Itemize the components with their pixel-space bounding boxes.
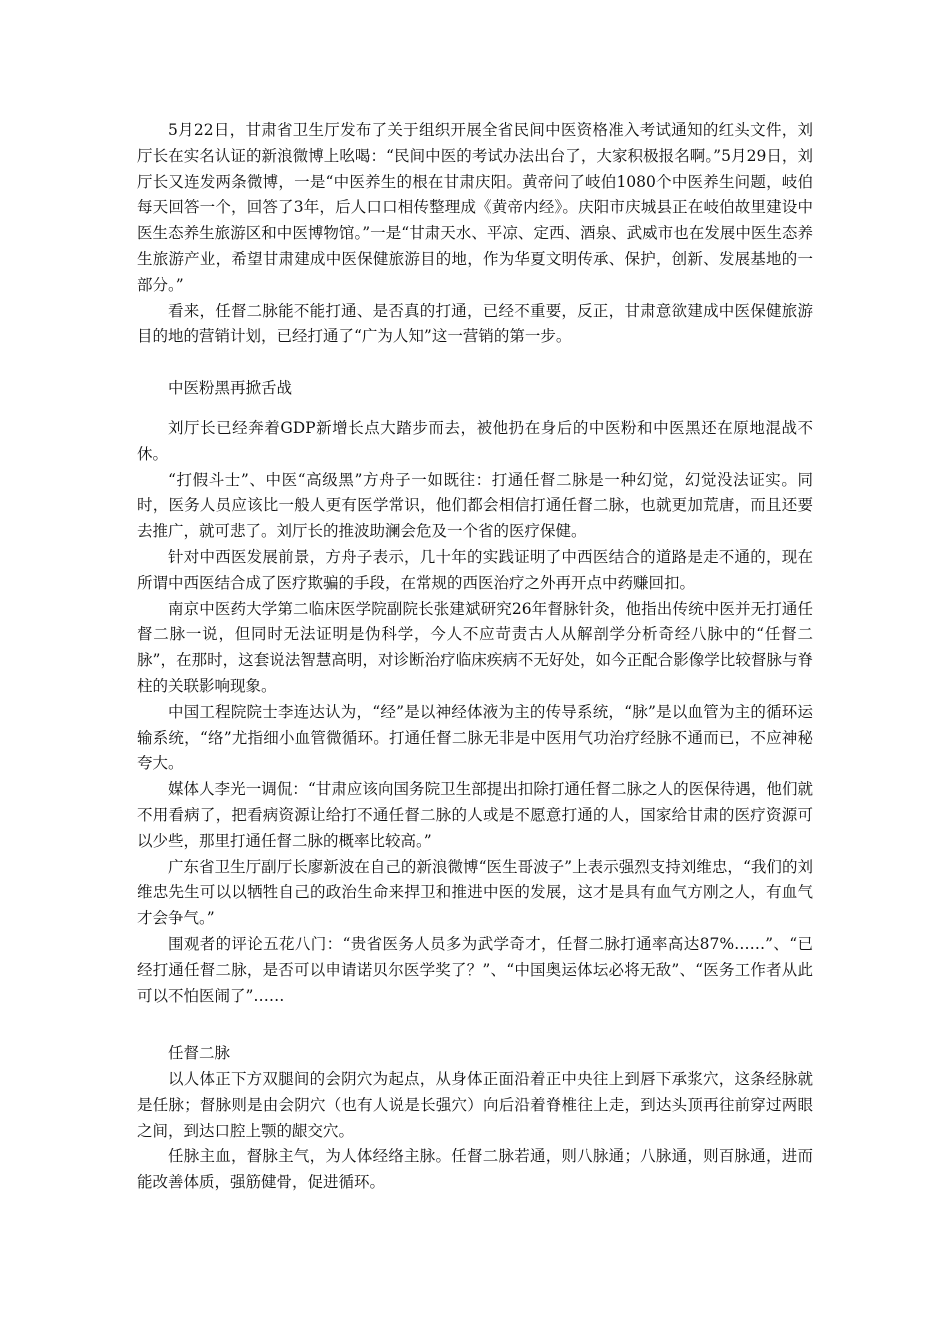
section-heading: 任督二脉 bbox=[168, 1044, 231, 1063]
body-paragraph: 以人体正下方双腿间的会阴穴为起点，从身体正面沿着正中央往上到唇下承浆穴，这条经脉就是任脉；督脉则是由会阴穴（也有人说是长强穴）向后沿着脊椎往上走，到达头顶再往前穿过两眼之间，到达口腔上颚的龈交穴。 bbox=[137, 1070, 813, 1140]
body-paragraph: “打假斗士”、中医“高级黑”方舟子一如既往：打通任督二脉是一种幻觉，幻觉没法证实。同时，医务人员应该比一般人更有医学常识，他们都会相信打通任督二脉，也就更加荒唐，而且还要去推广，就可悲了。刘厅长的推波助澜会危及一个省的医疗保健。 bbox=[137, 470, 813, 541]
document-page bbox=[137, 118, 813, 1196]
body-paragraph: 围观者的评论五花八门：“贵省医务人员多为武学奇才，任督二脉打通率高达87%……”、“已经打通任督二脉，是否可以申请诺贝尔医学奖了？”、“中国奥运体坛必将无敌”、“医务工作者从此可以不怕医闹了”…… bbox=[137, 934, 813, 1005]
section-heading: 中医粉黑再掀舌战 bbox=[168, 379, 293, 398]
body-paragraph: 南京中医药大学第二临床医学院副院长张建斌研究26年督脉针灸，他指出传统中医并无打通任督二脉一说，但同时无法证明是伪科学，今人不应苛责古人从解剖学分析奇经八脉中的“任督二脉”，在那时，这套说法智慧高明，对诊断治疗临床疾病不无好处，如今正配合影像学比较督脉与脊柱的关联影响现象。 bbox=[137, 599, 813, 695]
body-paragraph: 刘厅长已经奔着GDP新增长点大踏步而去，被他扔在身后的中医粉和中医黑还在原地混战不休。 bbox=[137, 418, 813, 463]
body-paragraph: 中国工程院院士李连达认为，“经”是以神经体液为主的传导系统，“脉”是以血管为主的循环运输系统，“络”尤指细小血管微循环。打通任督二脉无非是中医用气功治疗经脉不通而已，不应神秘夸大。 bbox=[137, 702, 813, 773]
debate-section bbox=[137, 376, 813, 1009]
body-paragraph: 看来，任督二脉能不能打通、是否真的打通，已经不重要，反正，甘肃意欲建成中医保健旅游目的地的营销计划，已经打通了“广为人知”这一营销的第一步。 bbox=[137, 301, 813, 346]
intro-section bbox=[137, 118, 813, 350]
body-paragraph: 任脉主血，督脉主气，为人体经络主脉。任督二脉若通，则八脉通；八脉通，则百脉通，进而能改善体质，强筋健骨，促进循环。 bbox=[137, 1147, 813, 1192]
body-paragraph: 5月22日，甘肃省卫生厅发布了关于组织开展全省民间中医资格准入考试通知的红头文件，刘厅长在实名认证的新浪微博上吆喝：“民间中医的考试办法出台了，大家积极报名啊。”5月29日，刘厅长又连发两条微博，一是“中医养生的根在甘肃庆阳。黄帝问了岐伯1080个中医养生问题，岐伯每天回答一个，回答了3年，后人口口相传整理成《黄帝内经》。庆阳市庆城县正在岐伯故里建设中医生态养生旅游区和中医博物馆。”一是“甘肃天水、平凉、定西、酒泉、武威市也在发展中医生态养生旅游产业，希望甘肃建成中医保健旅游目的地，作为华夏文明传承、保护，创新、发展基地的一部分。” bbox=[137, 121, 813, 294]
body-paragraph: 媒体人李光一调侃：“甘肃应该向国务院卫生部提出扣除打通任督二脉之人的医保待遇，他们就不用看病了，把看病资源让给打不通任督二脉的人或是不愿意打通的人，国家给甘肃的医疗资源可以少些，那里打通任督二脉的概率比较高。” bbox=[137, 780, 813, 850]
body-paragraph: 广东省卫生厅副厅长廖新波在自己的新浪微博“医生哥波子”上表示强烈支持刘维忠，“我们的刘维忠先生可以以牺牲自己的政治生命来捍卫和推进中医的发展，这才是具有血气方刚之人，有血气才会争气。” bbox=[137, 857, 813, 928]
body-paragraph: 针对中西医发展前景，方舟子表示，几十年的实践证明了中西医结合的道路是走不通的，现在所谓中西医结合成了医疗欺骗的手段，在常规的西医治疗之外再开点中药赚回扣。 bbox=[137, 547, 813, 592]
meridians-section bbox=[137, 1041, 813, 1196]
